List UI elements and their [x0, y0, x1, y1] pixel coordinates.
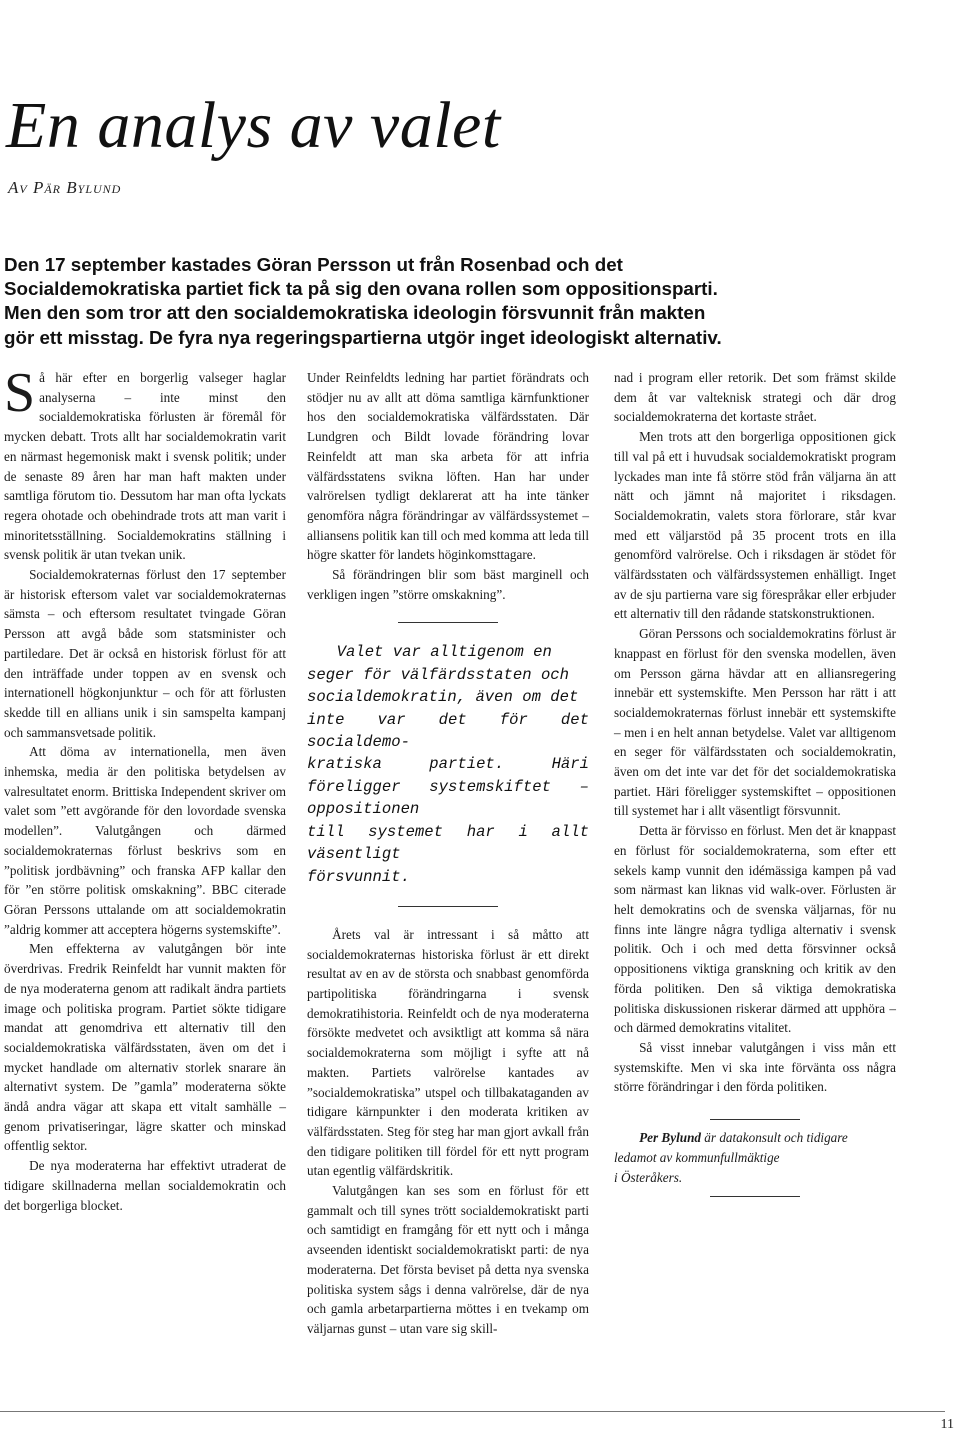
page-number: 11: [940, 1417, 954, 1432]
paragraph: Så visst innebar valutgången i viss mån ett systemskifte. Men vi ska inte förvänta oss några större förändringar i den förda politiken.: [614, 1039, 896, 1095]
paragraph: [4, 362, 286, 565]
paragraph: Detta är förvisso en förlust. Men det är knappast en förlust för socialdemokraterna, som efter ett sekels kamp vunnit den idémässiga kampen på vad som närmast kan liknas vid walk-over. Förlusten är helt demokratins och de svenska väljarnas, för nu finns inte längre några tydliga alternativ i svensk politik. Och i och med detta försvinner också oppositionens viktiga granskning och kritik av den förda politiken. Den så viktiga demokratiska politiska diskussionen riskerar därmed att upphöra – och därmed demokratins vitalitet.: [614, 823, 896, 1036]
divider: [398, 622, 498, 623]
article-lead: Den 17 september kastades Göran Persson ut från Rosenbad och det Socialdemokratiska partiet fick ta på sig den ovana rollen som oppositionsparti. Men den som tror att den socialdemokratiska ideologin försvunnit från makten gör ett misstag. De fyra nya regeringspartierna utgör inget ideologiskt alternativ.: [4, 254, 722, 348]
article-byline: Av Pär Bylund: [8, 178, 122, 197]
column-2: [307, 368, 589, 1339]
divider: [710, 1119, 800, 1120]
pull-quote: Valet var alltigenom en seger för välfärdsstaten och socialdemokratin, även om det inte var det för det socialdemo- kratiska partiet. Häri föreligger systemskiftet – oppositionen till systemet har i allt väsentligt försvunnit.: [307, 643, 589, 886]
author-bio-text: är datakonsult och tidigare ledamot av kommunfullmäktige i Österåkers.: [614, 1130, 848, 1186]
column-3: [614, 368, 896, 1205]
paragraph: De nya moderaterna har effektivt utraderat de tidigare skillnaderna mellan socialdemokratin och det borgerliga blocket.: [4, 1158, 286, 1213]
author-bio: [614, 1128, 896, 1188]
drop-cap: S: [4, 362, 36, 424]
paragraph-text: å här efter en borgerlig valseger haglar analyserna – inte minst den socialdemokratiska förlusten är föremål för mycken debatt. Trots allt har socialdemokratin varit en närmast hegemonisk makt i svensk politik; under de senaste 89 åren har man haft makten under samtliga förutom tio. Dessutom har man ofta lyckats regera ohotade och obehindrade trots att man varit i minoritetsställning. Socialdemokratins ställning i svensk politik är utan tvekan unik.: [4, 370, 286, 563]
paragraph: Göran Perssons och socialdemokratins förlust är knappast en förlust för den svenska modellen, även om Persson gärna hävdar att en alliansregering innebär ett systemskifte. Men Persson har rätt i att socialdemokraternas förlust innebär ett systemskifte – men i en helt annan betydelse. Valet var alltigenom en seger för välfärdsstaten och socialdemokratin, även om det inte var det för det socialdemokratiska partiet. Häri föreligger systemskiftet – oppositionen till systemet har i allt väsentligt försvunnit.: [614, 626, 896, 819]
footer-rule: [0, 1411, 945, 1412]
paragraph: Så förändringen blir som bäst marginell och verkligen ingen ”större omskakning”.: [307, 567, 589, 602]
paragraph: Socialdemokraternas förlust den 17 september är historisk eftersom valet var socialdemokraternas sämsta – och eftersom resultatet tvingade Göran Persson att avgå både som statsminister och partiledare. Det är också en historisk förlust för att den inträffade under toppen av en svensk och internationell högkonjunktur – och för att förlusten skedde till en allians unik i sin samspelta kampanj och sammansvetsade politik.: [4, 567, 286, 740]
column-1: [4, 362, 286, 1215]
paragraph: Men effekterna av valutgången bör inte överdrivas. Fredrik Reinfeldt har vunnit makten för de nya moderaterna genom att radikalt ändra partiets image och politiska program. Partiet sökte tidigare mandat att genomdriva ett alternativ till den socialdemokratiska välfärdsstaten, även om det i mycket handlade om alternativ storlek snarare än alternativt system. De ”gamla” moderaterna sökte ändå andra vägar att skapa ett vitalt samhälle – genom privatiseringar, lägre skatter och minskad offentlig sektor.: [4, 941, 286, 1154]
paragraph: Men trots att den borgerliga oppositionen gick till val på ett i huvudsak socialdemokratiskt program lyckades man inte få större stöd från väljarna än att nätt och jämnt nå majoritet i riksdagen. Socialdemokratin, valets stora förlorare, står kvar med ett väljarstöd på 35 procent trots en illa genomförd valrörelse. Och i riksdagen är stödet för välfärdsstaten och välfärdssystemen enhälligt. Inget av de sju partierna vare sig förespråkar eller erbjuder ett alternativ till den rådande statskonstruktionen.: [614, 429, 896, 622]
article-title: En analys av valet: [6, 89, 501, 162]
author-name: Per Bylund: [639, 1130, 701, 1146]
divider: [710, 1196, 800, 1197]
divider: [398, 906, 498, 907]
paragraph: Årets val är intressant i så måtto att socialdemokraternas historiska förlust är ett direkt resultat av en av de största och snabbast genomförda partipolitiska förändringarna i svensk demokratihistoria. Reinfeldt och de nya moderaterna försökte medvetet och avsiktligt att komma så nära socialdemokraterna som möjligt i syfte att nå makten. Partiets valrörelse kantades av ”socialdemokratiska” utspel och tillbakataganden av tidigare kärnpunkter i den moderata kritiken av välfärdsstaten. Steg för steg har man gjort avkall från den tidigare politiken till fördel för ett nytt program utan egentlig välfärdskritik.: [307, 926, 589, 1179]
paragraph: nad i program eller retorik. Det som främst skilde dem åt var valteknisk strategi och där drog socialdemokraterna det kortaste strået.: [614, 370, 896, 425]
paragraph: Att döma av internationella, men även inhemska, media är den politiska betydelsen av valresultatet enorm. Brittiska Independent skriver om valet som ”ett avgörande för den lovordade svenska modellen”. Valutgången och därmed socialdemokraternas förlust beskrivs som en ”politisk jordbävning” och franska AFP kallar den för ”en större politisk omskakning”. BBC citerade Göran Perssons uttalande om att socialdemokratin ”aldrig kommer att acceptera högerns systemskifte”.: [4, 744, 286, 937]
paragraph: Valutgången kan ses som en förlust för ett gammalt och till synes trött socialdemokratiskt parti och samtidigt en framgång för ett nytt och i många avseenden identiskt socialdemokratiskt parti: de nya moderaterna. Det första beviset på detta nya svenska politiska system sågs i denna valrörelse, där de nya och gamla arbetarpartierna möttes i en tvekamp om väljarnas gunst – utan vare sig skill-: [307, 1183, 589, 1336]
paragraph: Under Reinfeldts ledning har partiet förändrats och stödjer nu av allt att döma samtliga kärnfunktioner hos den socialdemokratiska välfärdsstaten. Där Lundgren och Bildt lovade förändring lovar Reinfeldt att man ska arbeta för att infria välfärdsstatens svikna löften. Han har under valrörelsen tydligt deklarerat att ha inte tänker genomföra några förändringar av välfärdssystemet – alliansens politik kan till och med komma att leda till högre skatter för landets höginkomsttagare.: [307, 370, 589, 563]
